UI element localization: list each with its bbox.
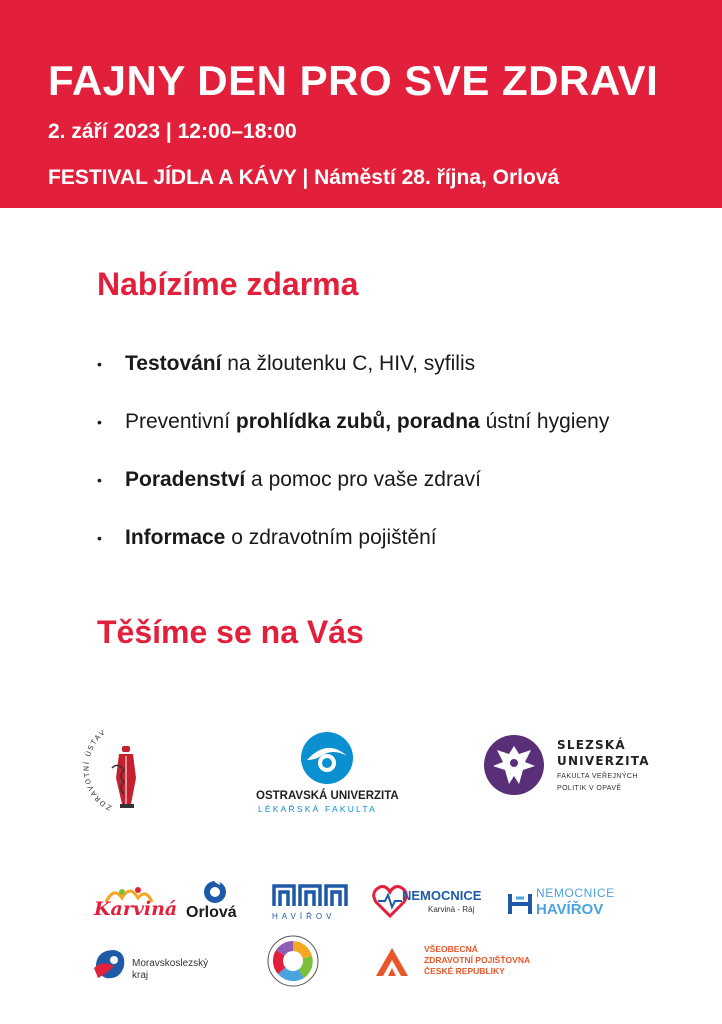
karvina-text: Karviná	[94, 898, 178, 920]
bullet: •	[97, 472, 102, 488]
nem-havirov-text: NEMOCNICE	[536, 886, 615, 900]
havirov-text: HAVÍŘOV	[272, 912, 336, 921]
event-date-time: 2. září 2023 | 12:00–18:00	[48, 120, 297, 143]
msk-emblem-icon	[92, 946, 128, 982]
vzp-mountain-icon	[374, 946, 410, 978]
offer-item	[97, 460, 609, 518]
offer-bold: Informace	[125, 526, 226, 549]
zdravotni-ustav-emblem-icon	[82, 718, 168, 818]
event-place: FESTIVAL JÍDLA A KÁVY | Náměstí 28. října, Orlová	[48, 166, 560, 189]
su-line2: UNIVERZITA	[557, 754, 650, 768]
bullet: •	[97, 530, 102, 546]
su-faculty2: POLITIK V OPAVĚ	[557, 785, 622, 792]
offer-title: Nabízíme zdarma	[97, 266, 359, 302]
hospital-cross-icon	[506, 890, 534, 918]
offer-text: a pomoc pro vaše zdraví	[245, 468, 481, 491]
offer-bold: Testování	[125, 352, 222, 375]
havirov-logo	[272, 884, 352, 924]
offer-list	[97, 344, 609, 576]
offer-item	[97, 402, 609, 460]
slezska-univerzita-logo	[483, 734, 663, 800]
msk-logo	[92, 946, 222, 986]
closing-title: Těšíme se na Vás	[97, 614, 364, 650]
svg-text:ZDRAVOTNÍ ÚSTAV SE SÍDLEM V OS	[82, 718, 113, 812]
ou-wave-icon	[297, 730, 357, 786]
offer-item	[97, 344, 609, 402]
msk-text1: Moravskoslezský	[132, 958, 209, 969]
offer-bold: Poradenství	[125, 468, 246, 491]
nemocnice-karvina-logo	[372, 884, 496, 922]
vzp-logo	[374, 944, 534, 980]
su-faculty1: FAKULTA VEŘEJNÝCH	[557, 773, 638, 780]
vzp-text1: VŠEOBECNÁ	[424, 944, 478, 954]
orlova-logo	[186, 880, 248, 928]
header-banner	[0, 0, 722, 208]
offer-text: ústní hygieny	[479, 410, 610, 433]
bullet: •	[97, 414, 102, 430]
msk-text2: kraj	[132, 970, 149, 981]
su-eagle-icon	[483, 734, 545, 796]
nem-karvina-sub: Karviná - Ráj	[428, 905, 475, 914]
round-badge-logo	[266, 934, 320, 988]
vzp-text2: ZDRAVOTNÍ POJIŠŤOVNA	[424, 955, 531, 965]
nemocnice-havirov-logo	[506, 886, 616, 922]
havirov-buildings-icon	[272, 884, 348, 908]
nem-karvina-text: NEMOCNICE	[402, 888, 482, 903]
offer-text: o zdravotním pojištění	[225, 526, 437, 549]
zdravotni-ustav-logo	[82, 718, 168, 818]
orlova-text: Orlová	[186, 904, 237, 921]
offer-bold: prohlídka zubů, poradna	[235, 410, 480, 433]
karvina-logo	[92, 884, 178, 924]
event-title: FAJNY DEN PRO SVE ZDRAVI	[48, 57, 659, 104]
su-line1: SLEZSKÁ	[557, 738, 626, 752]
orlova-circle-icon	[202, 880, 228, 904]
zdravotni-ustav-text: ZDRAVOTNÍ ÚSTAV	[82, 727, 113, 812]
bullet: •	[97, 356, 102, 372]
offer-text: na žloutenku C, HIV, syfilis	[221, 352, 476, 375]
ou-faculty: LÉKAŘSKÁ FAKULTA	[258, 804, 377, 814]
ostravska-univerzita-logo	[256, 730, 398, 814]
offer-text-pre: Preventivní	[125, 410, 236, 433]
round-badge-icon	[266, 934, 320, 988]
ou-name: OSTRAVSKÁ UNIVERZITA	[256, 790, 399, 802]
nem-havirov-sub: HAVÍŘOV	[536, 901, 604, 918]
offer-item	[97, 518, 609, 576]
vzp-text3: ČESKÉ REPUBLIKY	[424, 966, 505, 976]
